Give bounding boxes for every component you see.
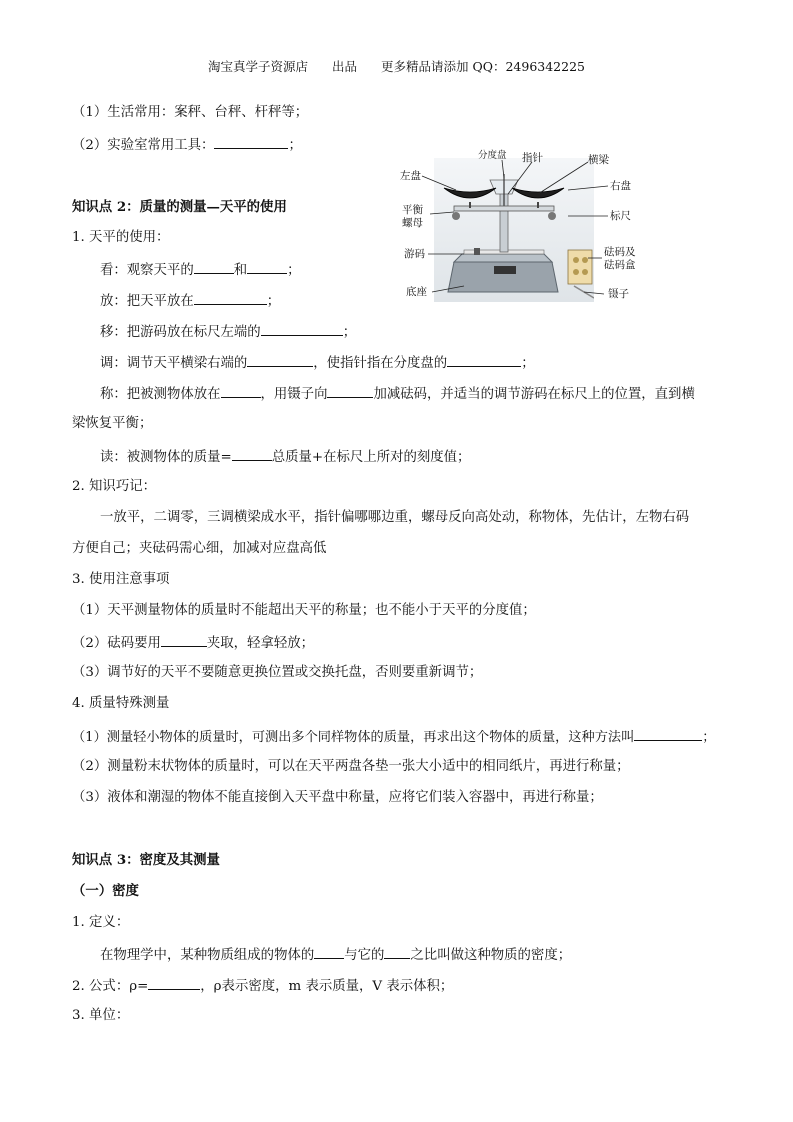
- step-read-text: 读：被测物体的质量=: [100, 450, 232, 465]
- label-nut-2: 螺母: [402, 217, 423, 229]
- label-right-pan: 右盘: [610, 180, 631, 192]
- kp2-section-4: 4. 质量特殊测量: [72, 696, 170, 711]
- label-left-pan: 左盘: [400, 170, 421, 182]
- label-rider: 游码: [404, 248, 425, 260]
- kp2-section-1: 1. 天平的使用：: [72, 230, 170, 245]
- kp3-unit: 3. 单位：: [72, 1008, 130, 1023]
- blank-read[interactable]: [232, 446, 272, 461]
- definition-text: 在物理学中，某种物质组成的物体的: [100, 948, 315, 963]
- method-2: （2）测量粉末状物体的质量时，可以在天平两盘各垫一张大小适中的相同纸片，再进行称量；: [72, 759, 630, 774]
- label-base: 底座: [406, 286, 427, 298]
- step-adjust-mid: ，使指针指在分度盘的: [313, 356, 448, 371]
- definition-rest: 之比叫做这种物质的密度；: [410, 948, 572, 963]
- tip-line-1: 一放平，二调零，三调横梁成水平，指针偏哪哪边重，螺母反向高处动，称物体，先估计，左物右码: [100, 510, 690, 525]
- step-read: [100, 446, 470, 468]
- step-adjust: [100, 352, 535, 374]
- note-2: [72, 632, 314, 654]
- blank-weigh-2[interactable]: [327, 383, 373, 398]
- blank-look-2[interactable]: [247, 259, 287, 274]
- method-1-text: （1）测量轻小物体的质量时，可测出多个同样物体的质量，再求出这个物体的质量，这种方法叫: [72, 730, 635, 745]
- step-look-text: 看：观察天平的: [100, 263, 194, 278]
- note-2-text: （2）砝码要用: [72, 636, 161, 651]
- step-weigh-mid: ，用镊子向: [260, 387, 328, 402]
- step-adjust-text: 调：调节天平横梁右端的: [100, 356, 248, 371]
- blank-method[interactable]: [634, 726, 702, 741]
- method-3: （3）液体和潮湿的物体不能直接倒入天平盘中称量，应将它们装入容器中，再进行称量；: [72, 790, 603, 805]
- blank-adjust-2[interactable]: [447, 352, 521, 367]
- kp3-title: 知识点 3：密度及其测量: [72, 852, 220, 868]
- blank-tweezers[interactable]: [161, 632, 207, 647]
- blank-adjust-1[interactable]: [247, 352, 313, 367]
- step-adjust-end: ；: [521, 356, 535, 371]
- balance-figure: [398, 150, 658, 304]
- label-tweezers: 镊子: [608, 288, 629, 300]
- note-2-rest: 夹取，轻拿轻放；: [206, 636, 314, 651]
- step-move-end: ；: [342, 325, 357, 340]
- method-1: [72, 726, 715, 748]
- note-3: （3）调节好的天平不要随意更换位置或交换托盘，否则要重新调节；: [72, 665, 483, 680]
- step-weigh-text: 称：把被测物体放在: [100, 387, 221, 402]
- kp2-title: 知识点 2：质量的测量—天平的使用: [72, 199, 287, 215]
- page-header: [0, 57, 793, 75]
- blank-look-1[interactable]: [194, 259, 234, 274]
- kp3-definition: [100, 944, 571, 966]
- kp3-subsection: （一）密度: [72, 883, 139, 899]
- definition-mid: 与它的: [344, 948, 385, 963]
- shop-name: 淘宝真学子资源店: [208, 59, 309, 74]
- formula-text: 2. 公式：ρ=: [72, 979, 149, 994]
- blank-def-2[interactable]: [384, 944, 410, 959]
- step-look-and: 和: [233, 263, 248, 278]
- intro-line-2: [72, 134, 302, 156]
- step-look: [100, 259, 301, 281]
- step-weigh: [100, 383, 695, 405]
- produce-label: 出品: [332, 59, 358, 74]
- label-beam: 横梁: [588, 154, 609, 166]
- blank-def-1[interactable]: [314, 944, 344, 959]
- leader-lines: [398, 150, 658, 304]
- blank-move[interactable]: [261, 321, 343, 336]
- kp2-section-2: 2. 知识巧记：: [72, 479, 156, 494]
- step-move-text: 移：把游码放在标尺左端的: [100, 325, 261, 340]
- formula-rest: ，ρ表示密度，m 表示质量，V 表示体积；: [200, 979, 454, 994]
- blank-formula[interactable]: [148, 975, 200, 990]
- intro-line-1: （1）生活常用：案秤、台秤、杆秤等；: [72, 105, 309, 120]
- label-weights-2: 砝码盒: [604, 259, 636, 271]
- label-pointer: 指针: [522, 152, 543, 164]
- step-put: [100, 290, 280, 312]
- label-scale: 标尺: [610, 210, 631, 222]
- blank-lab-tool[interactable]: [214, 134, 288, 149]
- step-weigh-rest: 加减砝码，并适当的调节游码在标尺上的位置，直到横: [373, 387, 695, 402]
- kp3-definition-head: 1. 定义：: [72, 915, 130, 930]
- step-weigh-cont: 梁恢复平衡；: [72, 416, 153, 431]
- intro-line-2-end: ；: [288, 138, 302, 153]
- kp3-formula: [72, 975, 453, 997]
- step-move: [100, 321, 356, 343]
- step-look-end: ；: [287, 263, 301, 278]
- kp2-section-3: 3. 使用注意事项: [72, 572, 170, 587]
- label-weights-1: 砝码及: [604, 246, 636, 258]
- step-put-text: 放：把天平放在: [100, 294, 194, 309]
- intro-line-2-text: （2）实验室常用工具：: [72, 138, 215, 153]
- step-put-end: ；: [266, 294, 281, 309]
- blank-put[interactable]: [194, 290, 267, 305]
- note-1: （1）天平测量物体的质量时不能超出天平的称量；也不能小于天平的分度值；: [72, 603, 536, 618]
- method-1-end: ；: [702, 730, 716, 745]
- tip-line-2: 方便自己；夹砝码需心细，加减对应盘高低: [72, 541, 327, 556]
- qq-info: 更多精品请添加 QQ：2496342225: [381, 59, 585, 74]
- step-read-rest: 总质量+在标尺上所对的刻度值；: [271, 450, 471, 465]
- label-dial: 分度盘: [478, 150, 507, 161]
- label-nut-1: 平衡: [402, 204, 423, 216]
- blank-weigh-1[interactable]: [221, 383, 261, 398]
